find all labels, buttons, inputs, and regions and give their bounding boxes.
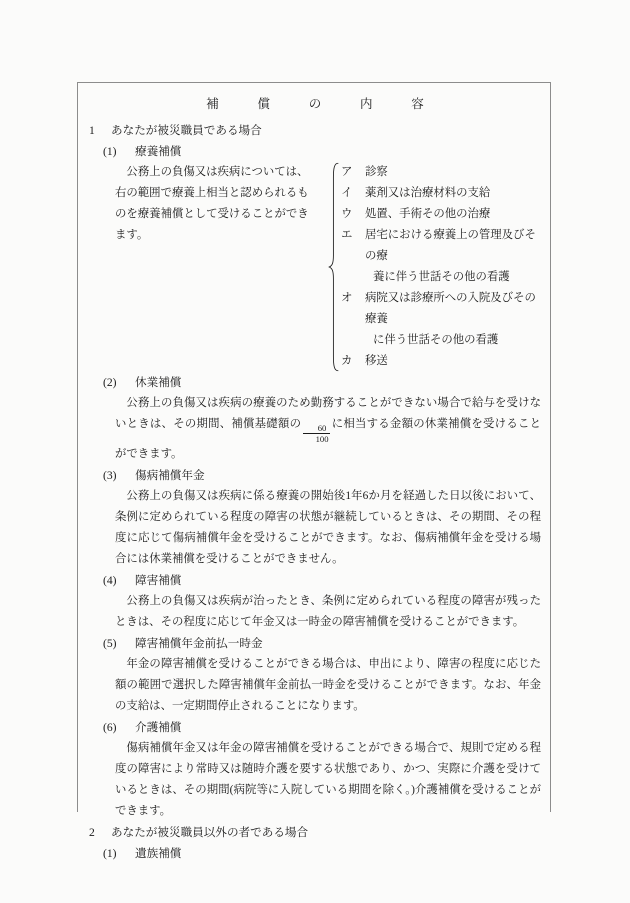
item-heading-1-5 <box>89 633 541 654</box>
item-body-1-5: 年金の障害補償を受けることができる場合は、申出により、障害の程度に応じた額の範囲で選択した障害補償年金前払一時金を受けることができます。なお、年金の支給は、一定期間停止されることになります。 <box>115 658 541 713</box>
item-title-1-5: 障害補償年金前払一時金 <box>135 637 263 651</box>
item-title-1-3: 傷病補償年金 <box>135 469 205 483</box>
brace-list-item <box>341 183 541 204</box>
document-page-frame <box>77 82 551 861</box>
brace-item-text-continuation: 養に伴う世話その他の看護 <box>373 271 510 283</box>
fraction-sixty-hundredths <box>303 424 329 445</box>
page-title: 補 償 の 内 容 <box>206 97 437 111</box>
item-title-1-2: 休業補償 <box>135 376 182 389</box>
brace-item-text: 移送 <box>365 355 388 367</box>
fraction-denominator: 100 <box>303 433 329 444</box>
section-number-2: 2 <box>89 826 95 840</box>
brace-lead-line: 公務上の負傷又は疾病については、 <box>126 166 309 178</box>
item-heading-1-3 <box>89 465 541 486</box>
document-body <box>78 83 552 864</box>
brace-item-text-line: 居宅における療養上の管理及びその療 <box>365 229 536 262</box>
item-title-2-1: 遺族補償 <box>135 847 182 861</box>
brace-item-marker: ウ <box>341 208 353 220</box>
item-heading-2-1 <box>89 843 541 864</box>
item-number-1-6: (6) <box>103 721 117 735</box>
brace-list-item <box>341 288 541 351</box>
item-number-1-1: (1) <box>103 145 117 158</box>
item-title-1-1: 療養補償 <box>135 145 182 158</box>
section-heading-1 <box>89 120 541 141</box>
brace-item-text-continuation: に伴う世話その他の看護 <box>373 334 499 346</box>
brace-list-item <box>341 162 541 183</box>
fraction-numerator: 60 <box>317 422 327 433</box>
brace-lead-line: 右の範囲で療養上相当と認められるも <box>115 187 309 199</box>
brace-list-item <box>341 204 541 225</box>
brace-item-marker: カ <box>341 355 353 367</box>
brace-item-marker: イ <box>341 187 353 199</box>
item-number-1-2: (2) <box>103 376 117 389</box>
brace-block-therapy-compensation <box>89 162 541 372</box>
brace-item-marker: エ <box>341 229 353 241</box>
section-heading-2 <box>89 822 541 843</box>
item-body-text-after-fraction: に相当する金額の休業補償を受けることができます。 <box>115 418 541 461</box>
brace-item-text: 診察 <box>365 166 388 178</box>
item-number-1-3: (3) <box>103 469 117 483</box>
section-title-1: あなたが被災職員である場合 <box>111 124 262 137</box>
large-left-brace-icon <box>327 162 341 372</box>
brace-item-text <box>365 225 541 288</box>
item-title-1-4: 障害補償 <box>135 574 182 588</box>
brace-lead-line: のを療養補償として受けることができ <box>115 208 309 220</box>
item-body-text-before-fraction: 公務上の負傷又は疾病の療養のため勤務することができない場合で給与を受けないときは、その期間、補償基礎額の <box>115 397 541 430</box>
item-body-1-2 <box>89 393 541 465</box>
item-body-1-4: 公務上の負傷又は疾病が治ったとき、条例に定められている程度の障害が残ったときは、その程度に応じて年金又は一時金の障害補償を受けることができます。 <box>115 595 541 629</box>
brace-item-text-line: 病院又は診療所への入院及びその療養 <box>365 292 536 325</box>
brace-list-item <box>341 225 541 288</box>
section-number-1: 1 <box>89 124 95 137</box>
brace-item-text: 薬剤又は治療材料の支給 <box>365 187 491 199</box>
brace-item-text <box>365 288 541 351</box>
brace-lead-line: ます。 <box>115 229 149 241</box>
section-title-2: あなたが被災職員以外の者である場合 <box>111 826 309 840</box>
item-number-1-5: (5) <box>103 637 117 651</box>
item-number-2-1: (1) <box>103 847 117 861</box>
brace-item-text: 処置、手術その他の治療 <box>365 208 491 220</box>
item-body-1-3: 公務上の負傷又は疾病に係る療養の開始後1年6か月を経過した日以後において、条例に定められている程度の障害の状態が継続しているときは、その期間、その程度に応じて傷病補償年金を受けることができます。なお、傷病補償年金を受ける場合には休業補償を受けることができません。 <box>115 490 541 566</box>
item-heading-1-1 <box>89 141 541 162</box>
item-heading-1-2 <box>89 372 541 393</box>
item-body-1-6: 傷病補償年金又は年金の障害補償を受けることができる場合で、規則で定める程度の障害により常時又は随時介護を要する状態であり、かつ、実際に介護を受けているときは、その期間(病院等に入院している期間を除く。)介護補償を受けることができます。 <box>115 742 541 818</box>
item-heading-1-6 <box>89 717 541 738</box>
brace-lead-text <box>115 162 327 246</box>
brace-list-item <box>341 351 541 372</box>
item-title-1-6: 介護補償 <box>135 721 182 735</box>
item-heading-1-4 <box>89 570 541 591</box>
brace-item-list <box>341 162 541 372</box>
brace-item-marker: ア <box>341 166 353 178</box>
item-number-1-4: (4) <box>103 574 117 588</box>
brace-item-marker: オ <box>341 292 353 304</box>
